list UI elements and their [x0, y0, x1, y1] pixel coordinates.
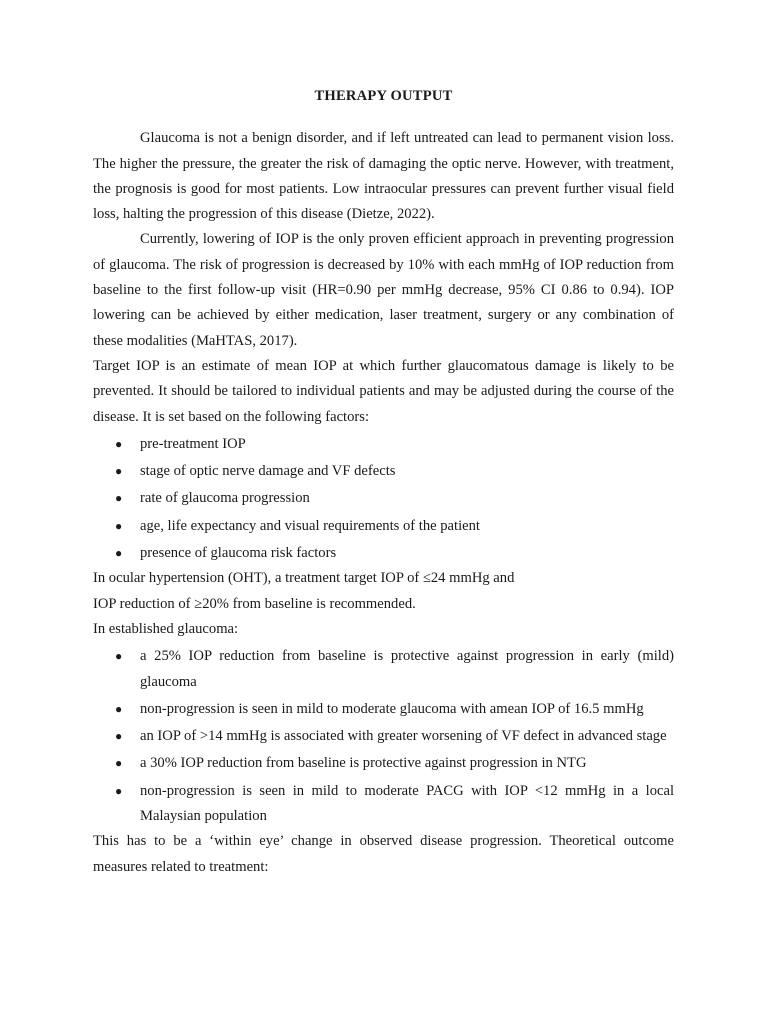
paragraph-outcome-measures: This has to be a ‘within eye’ change in observed disease progression. Theoretical outcome measures related to treatment:	[93, 833, 674, 875]
bullet-icon: ●	[115, 491, 123, 506]
list-item-text: non-progression is seen in mild to moderate glaucoma with amean IOP of 16.5 mmHg	[140, 700, 644, 717]
bullet-icon: ●	[115, 436, 123, 451]
factors-list	[93, 432, 674, 566]
list-item-text: presence of glaucoma risk factors	[140, 545, 337, 562]
bullet-icon: ●	[115, 756, 123, 771]
list-item-text: an IOP of >14 mmHg is associated with greater worsening of VF defect in advanced stage	[140, 728, 667, 745]
paragraph-oht-line-2: IOP reduction of ≥20% from baseline is recommended.	[93, 595, 416, 612]
paragraph-intro: Glaucoma is not a benign disorder, and if left untreated can lead to permanent vision loss. The higher the pressure, the greater the risk of damaging the optic nerve. However, with treatment, the prognosis is good for most patients. Low intraocular pressures can prevent further visual field loss, halting the progression of this disease (Dietze, 2022).	[93, 130, 674, 223]
bullet-icon: ●	[115, 701, 123, 716]
list-item	[93, 459, 674, 484]
bullet-icon: ●	[115, 546, 123, 561]
list-item-text: rate of glaucoma progression	[140, 490, 310, 507]
bullet-icon: ●	[115, 649, 123, 664]
list-item	[93, 724, 674, 749]
list-item-text: pre-treatment IOP	[140, 435, 246, 452]
page-title: THERAPY OUTPUT	[314, 88, 453, 104]
list-item	[93, 514, 674, 539]
list-item	[93, 697, 674, 722]
list-item	[93, 432, 674, 457]
list-item-text: stage of optic nerve damage and VF defects	[140, 463, 396, 480]
list-item	[93, 541, 674, 566]
bullet-icon: ●	[115, 464, 123, 479]
list-item-text: a 25% IOP reduction from baseline is protective against progression in early (mild) glaucoma	[140, 648, 674, 690]
document-content	[93, 84, 674, 880]
bullet-icon: ●	[115, 729, 123, 744]
list-item	[93, 486, 674, 511]
list-item-text: non-progression is seen in mild to moderate PACG with IOP <12 mmHg in a local Malaysian population	[140, 782, 674, 825]
list-item-text: a 30% IOP reduction from baseline is protective against progression in NTG	[140, 755, 587, 772]
established-list	[93, 644, 674, 829]
list-item	[93, 751, 674, 776]
list-item	[93, 779, 674, 830]
list-item-text: age, life expectancy and visual requirements of the patient	[140, 517, 480, 534]
paragraph-target-iop: Target IOP is an estimate of mean IOP at which further glaucomatous damage is likely to be prevented. It should be tailored to individual patients and may be adjusted during the course of the disease. It is set based on the following factors:	[93, 357, 674, 425]
bullet-icon: ●	[115, 783, 123, 798]
bullet-icon: ●	[115, 518, 123, 533]
list-item	[93, 644, 674, 695]
paragraph-oht-line-1: In ocular hypertension (OHT), a treatment target IOP of ≤24 mmHg and	[93, 570, 515, 587]
paragraph-iop-lowering: Currently, lowering of IOP is the only proven efficient approach in preventing progression of glaucoma. The risk of progression is decreased by 10% with each mmHg of IOP reduction from baseline to the first follow-up visit (HR=0.90 per mmHg decrease, 95% CI 0.86 to 0.94). IOP lowering can be achieved by either medication, laser treatment, surgery or any combination of these modalities (MaHTAS, 2017).	[93, 231, 674, 349]
paragraph-established-glaucoma: In established glaucoma:	[93, 620, 239, 637]
